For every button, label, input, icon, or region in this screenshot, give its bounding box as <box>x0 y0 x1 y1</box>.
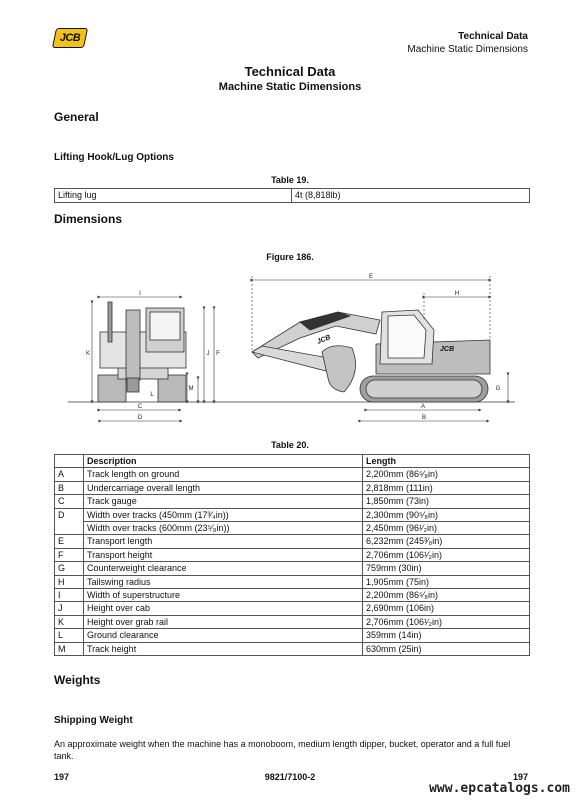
row-code: C <box>55 495 84 508</box>
dim-label-f: F <box>216 351 220 357</box>
table-row <box>55 562 530 575</box>
row-description: Ground clearance <box>84 629 363 642</box>
row-description: Width over tracks (600mm (23⁵⁄₈in)) <box>84 522 363 535</box>
header-section: Technical Data <box>458 31 528 42</box>
boom-logo-text: JCB <box>316 334 332 346</box>
row-length: 759mm (30in) <box>363 562 530 575</box>
table-cell: Lifting lug <box>55 189 292 203</box>
row-length: 1,850mm (73in) <box>363 495 530 508</box>
table-row <box>55 468 530 481</box>
dim-label-k: K <box>85 351 91 357</box>
row-code: G <box>55 562 84 575</box>
table-row <box>55 575 530 588</box>
dim-label-e: E <box>368 274 374 280</box>
page-title: Technical Data <box>244 64 336 79</box>
row-length: 6,232mm (245³⁄₈in) <box>363 535 530 548</box>
table-cell: 4t (8,818lb) <box>292 189 530 203</box>
header-subsection: Machine Static Dimensions <box>407 44 528 55</box>
row-description: Undercarriage overall length <box>84 481 363 494</box>
row-length: 2,706mm (106¹⁄₂in) <box>363 548 530 561</box>
page-number-left: 197 <box>54 772 70 782</box>
row-length: 2,690mm (106in) <box>363 602 530 615</box>
row-length: 2,200mm (86⁵⁄₈in) <box>363 468 530 481</box>
dimensions-heading: Dimensions <box>54 212 123 226</box>
row-description: Track gauge <box>84 495 363 508</box>
row-code: F <box>55 548 84 561</box>
table-header-row <box>55 455 530 468</box>
row-code: H <box>55 575 84 588</box>
row-length: 630mm (25in) <box>363 642 530 655</box>
row-length: 2,300mm (90⁵⁄₈in) <box>363 508 530 521</box>
document-number: 9821/7100-2 <box>264 772 316 782</box>
row-description: Counterweight clearance <box>84 562 363 575</box>
row-length: 2,200mm (86⁵⁄₈in) <box>363 589 530 602</box>
row-code: A <box>55 468 84 481</box>
row-description: Width of superstructure <box>84 589 363 602</box>
lifting-table <box>54 188 530 203</box>
row-description: Track height <box>84 642 363 655</box>
row-description: Transport height <box>84 548 363 561</box>
row-description: Height over grab rail <box>84 615 363 628</box>
table-row <box>55 508 530 521</box>
weights-heading: Weights <box>54 673 101 687</box>
table-row <box>55 629 530 642</box>
row-description: Width over tracks (450mm (17³⁄₄in)) <box>84 508 363 521</box>
general-heading: General <box>54 110 99 124</box>
dim-label-h: H <box>454 291 460 297</box>
figure-caption: Figure 186. <box>266 252 314 262</box>
shipping-weight-text: An approximate weight when the machine has a monoboom, medium length dipper, bucket, operator and a full fuel tank. <box>54 739 511 761</box>
jcb-logo: JCB <box>52 28 88 48</box>
dim-label-a: A <box>420 404 426 410</box>
lifting-heading: Lifting Hook/Lug Options <box>54 152 174 163</box>
dim-label-b: B <box>421 415 427 421</box>
column-header-length: Length <box>363 455 530 468</box>
side-view <box>252 310 490 402</box>
table-row <box>55 522 530 535</box>
row-code: M <box>55 642 84 655</box>
dim-label-d: D <box>137 415 143 421</box>
row-code: D <box>55 508 84 521</box>
dim-label-l: L <box>150 392 154 398</box>
table-row <box>55 535 530 548</box>
counterweight-logo-text: JCB <box>440 346 455 353</box>
row-code: K <box>55 615 84 628</box>
dim-label-i: I <box>139 291 141 297</box>
row-code: J <box>55 602 84 615</box>
dim-label-j: J <box>206 351 210 357</box>
row-code: E <box>55 535 84 548</box>
watermark: www.epcatalogs.com <box>429 781 570 796</box>
page-number-right: 197 <box>512 772 528 782</box>
table-row <box>55 495 530 508</box>
table20-caption: Table 20. <box>271 440 309 450</box>
row-code <box>55 522 84 535</box>
shipping-weight-heading: Shipping Weight <box>54 715 133 726</box>
row-length: 2,450mm (96¹⁄₂in) <box>363 522 530 535</box>
dim-label-g: G <box>495 386 501 392</box>
column-header-description: Description <box>84 455 363 468</box>
row-code: L <box>55 629 84 642</box>
dim-label-c: C <box>137 404 143 410</box>
row-description: Transport length <box>84 535 363 548</box>
page-subtitle: Machine Static Dimensions <box>218 81 362 93</box>
row-length: 1,905mm (75in) <box>363 575 530 588</box>
row-length: 2,818mm (111in) <box>363 481 530 494</box>
row-code: B <box>55 481 84 494</box>
row-description: Height over cab <box>84 602 363 615</box>
dimensions-table <box>54 454 530 656</box>
table-row <box>55 481 530 494</box>
front-view <box>98 302 186 402</box>
dim-label-m: M <box>188 386 194 392</box>
row-description: Track length on ground <box>84 468 363 481</box>
table-row <box>55 615 530 628</box>
row-length: 2,706mm (106¹⁄₂in) <box>363 615 530 628</box>
row-code: I <box>55 589 84 602</box>
table-row <box>55 602 530 615</box>
excavator-dimension-figure <box>0 260 580 430</box>
table19-caption: Table 19. <box>271 175 309 185</box>
table-row <box>55 589 530 602</box>
table-row <box>55 548 530 561</box>
table-row <box>55 642 530 655</box>
row-description: Tailswing radius <box>84 575 363 588</box>
table-row <box>55 189 530 203</box>
row-length: 359mm (14in) <box>363 629 530 642</box>
